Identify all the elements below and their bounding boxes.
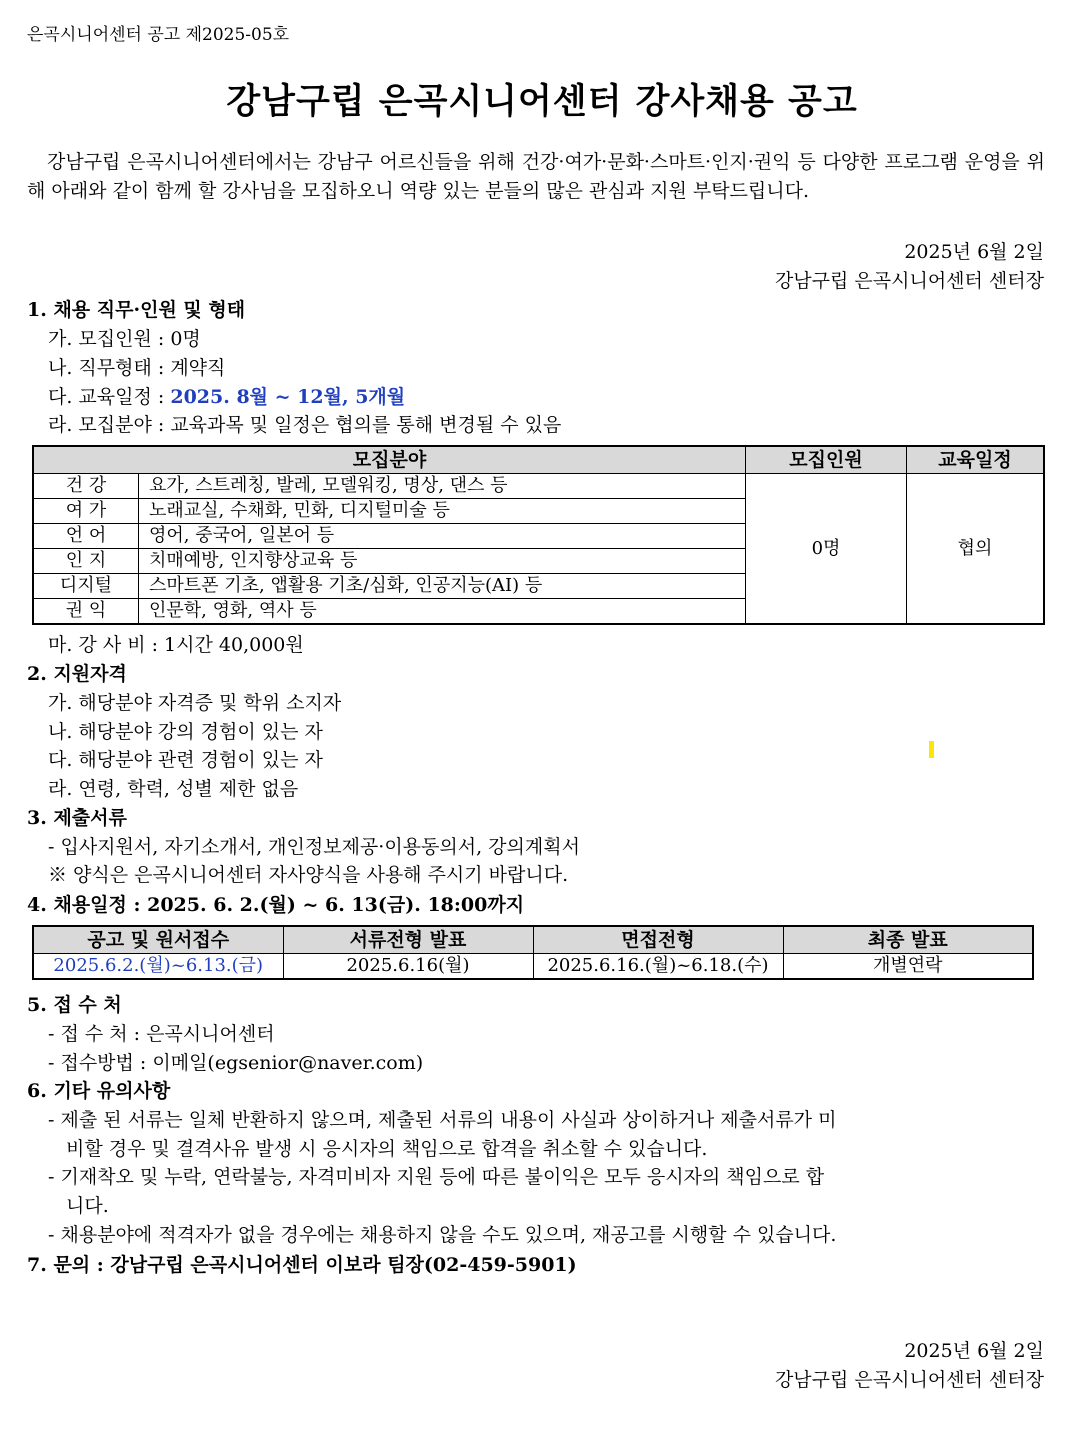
table-header-row [33,446,1044,474]
field-description: 인문학, 영화, 역사 등 [139,599,746,625]
recruit-field-table [32,445,1045,625]
section6-item-cont: 비할 경우 및 결격사유 발생 시 응시자의 책임으로 합격을 취소할 수 있습니다. [66,1138,708,1160]
section3-note: ※ 양식은 은곡시니어센터 자사양식을 사용해 주시기 바랍니다. [48,864,569,886]
section1-item-e: 마. 강 사 비 : 1시간 40,000원 [48,634,304,656]
section5-item: - 접 수 처 : 은곡시니어센터 [48,1023,275,1045]
date-top: 2025년 6월 2일 [904,241,1044,263]
field-description: 노래교실, 수채화, 민화, 디지털미술 등 [139,499,746,524]
table-header-row [33,926,1033,954]
recruit-count: 0명 [746,474,907,625]
interview-period: 2025.6.16.(월)~6.18.(수) [533,954,783,980]
section5-heading: 5. 접 수 처 [27,994,122,1016]
table-row [33,474,1044,499]
section3-heading: 3. 제출서류 [27,807,127,829]
field-description: 영어, 중국어, 일본어 등 [139,524,746,549]
field-description: 요가, 스트레칭, 발레, 모델워킹, 명상, 댄스 등 [139,474,746,499]
section7-contact: 7. 문의 : 강남구립 은곡시니어센터 이보라 팀장(02-459-5901) [27,1254,577,1276]
field-description: 치매예방, 인지향상교육 등 [139,549,746,574]
application-period: 2025.6.2.(월)~6.13.(금) [33,954,283,980]
section2-item: 라. 연령, 학력, 성별 제한 없음 [48,778,299,800]
header-count: 모집인원 [746,446,907,474]
schedule-label: 다. 교육일정 : [48,386,171,408]
intro-paragraph: 강남구립 은곡시니어센터에서는 강남구 어르신들을 위해 건강·여가·문화·스마트·인지·권익 등 다양한 프로그램 운영을 위해 아래와 같이 함께 할 강사님을 모집하오니 역량 있는 분들의 많은 관심과 지원 부탁드립니다. [27,151,1045,202]
table-row [33,954,1033,980]
header-field: 모집분야 [33,446,746,474]
signer-top: 강남구립 은곡시니어센터 센터장 [774,270,1044,292]
field-category: 건 강 [33,474,139,499]
header-final-result: 최종 발표 [783,926,1033,954]
final-result: 개별연락 [783,954,1033,980]
signer-bottom: 강남구립 은곡시니어센터 센터장 [774,1369,1044,1391]
field-category: 언 어 [33,524,139,549]
page-title: 강남구립 은곡시니어센터 강사채용 공고 [226,81,858,122]
date-bottom: 2025년 6월 2일 [904,1340,1044,1362]
field-category: 인 지 [33,549,139,574]
recruit-schedule: 협의 [907,474,1045,625]
section4-heading: 4. 채용일정 : 2025. 6. 2.(월) ~ 6. 13(금). 18:00까지 [27,894,525,916]
section1-item-c [48,382,405,409]
header-schedule: 교육일정 [907,446,1045,474]
section1-item-d: 라. 모집분야 : 교육과목 및 일정은 협의를 통해 변경될 수 있음 [48,414,562,436]
document-result-date: 2025.6.16(월) [283,954,533,980]
section2-item: 나. 해당분야 강의 경험이 있는 자 [48,721,323,743]
header-interview: 면접전형 [533,926,783,954]
section2-heading: 2. 지원자격 [27,663,127,685]
section6-item: - 기재착오 및 누락, 연락불능, 자격미비자 지원 등에 따른 불이익은 모두 응시자의 책임으로 합 [48,1166,825,1188]
section2-item: 가. 해당분야 자격증 및 학위 소지자 [48,692,342,714]
section5-item: - 접수방법 : 이메일(egsenior@naver.com) [48,1052,424,1074]
section6-item: - 채용분야에 적격자가 없을 경우에는 채용하지 않을 수도 있으며, 재공고를 시행할 수 있습니다. [48,1224,837,1246]
notice-number: 은곡시니어센터 공고 제2025-05호 [27,25,290,45]
section1-heading: 1. 채용 직무·인원 및 형태 [27,299,246,321]
section1-item-b: 나. 직무형태 : 계약직 [48,357,226,379]
highlight-mark [929,741,934,758]
section3-item: - 입사지원서, 자기소개서, 개인정보제공·이용동의서, 강의계획서 [48,836,580,858]
field-description: 스마트폰 기초, 앱활용 기초/심화, 인공지능(AI) 등 [139,574,746,599]
section1-item-a: 가. 모집인원 : 0명 [48,328,201,350]
recruit-schedule-table [32,925,1034,980]
section2-item: 다. 해당분야 관련 경험이 있는 자 [48,749,323,771]
header-application: 공고 및 원서접수 [33,926,283,954]
header-document-result: 서류전형 발표 [283,926,533,954]
field-category: 여 가 [33,499,139,524]
section6-heading: 6. 기타 유의사항 [27,1080,171,1102]
section6-item: - 제출 된 서류는 일체 반환하지 않으며, 제출된 서류의 내용이 사실과 상이하거나 제출서류가 미 [48,1109,837,1131]
field-category: 권 익 [33,599,139,625]
section6-item-cont: 니다. [66,1195,109,1217]
field-category: 디지털 [33,574,139,599]
schedule-value: 2025. 8월 ~ 12월, 5개월 [170,386,406,408]
